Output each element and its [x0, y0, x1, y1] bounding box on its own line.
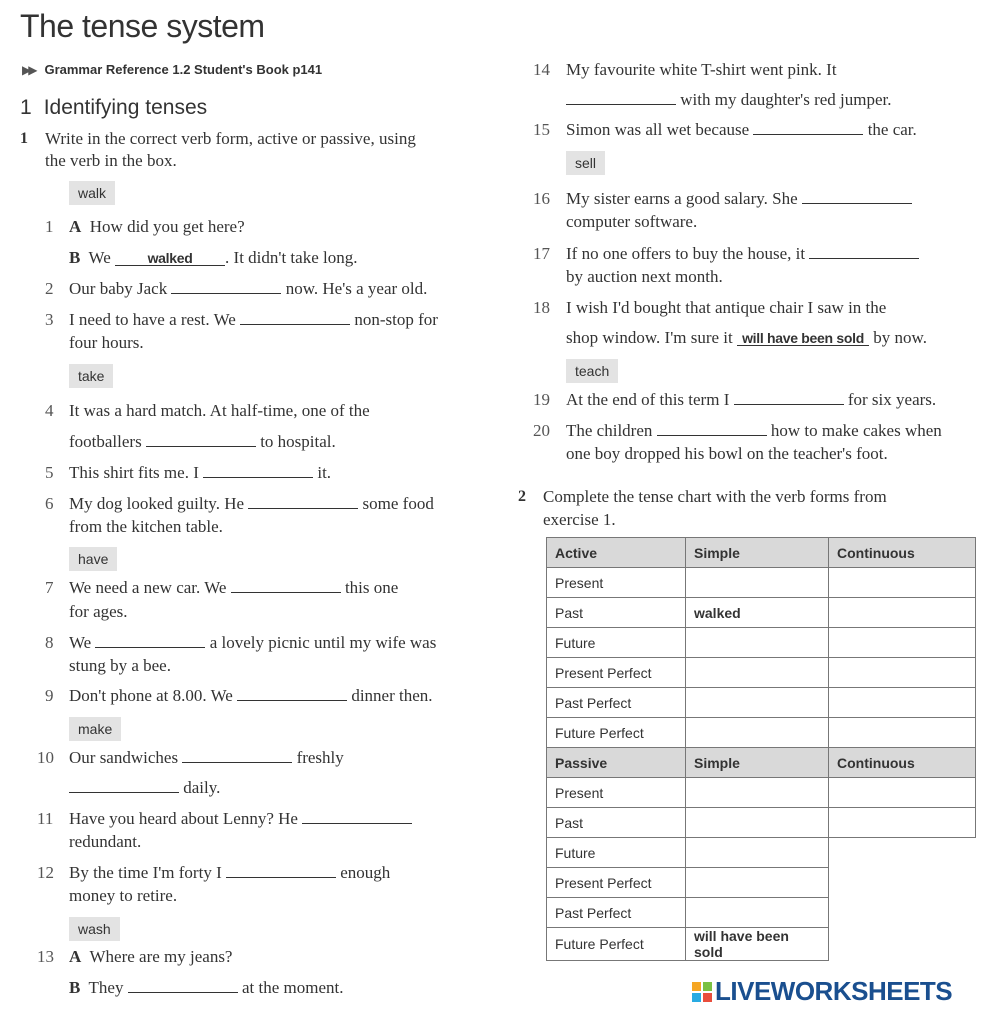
answer-field-10b[interactable]	[69, 778, 179, 793]
item-10-line-2: daily.	[69, 778, 220, 798]
item-13a: A Where are my jeans?	[69, 947, 233, 966]
item-17: If no one offers to buy the house, it	[566, 244, 919, 264]
item-16: My sister earns a good salary. She	[566, 189, 912, 209]
chart-cell[interactable]	[829, 718, 976, 748]
verb-box-make: make	[69, 717, 121, 741]
answer-field-3[interactable]	[240, 310, 350, 325]
item-11-line-2: redundant.	[69, 832, 142, 851]
table-row	[547, 778, 976, 808]
table-row	[547, 838, 976, 868]
item-number: 15	[533, 120, 550, 139]
item-16-line-2: computer software.	[566, 212, 698, 231]
chart-header-passive	[547, 748, 976, 778]
chart-cell[interactable]	[829, 628, 976, 658]
item-number: 11	[37, 809, 54, 828]
chart-cell[interactable]	[686, 628, 829, 658]
answer-field-11[interactable]	[302, 809, 412, 824]
item-11: Have you heard about Lenny? He	[69, 809, 412, 829]
table-row	[547, 568, 976, 598]
row-label: Past Perfect	[547, 898, 686, 928]
header-continuous: Continuous	[829, 748, 976, 778]
answer-field-17[interactable]	[809, 244, 919, 259]
item-number: 2	[45, 279, 54, 298]
item-17-line-2: by auction next month.	[566, 267, 723, 286]
exercise-2-instruction-2: exercise 1.	[543, 510, 616, 529]
header-passive: Passive	[547, 748, 686, 778]
table-row	[547, 598, 976, 628]
item-8: We a lovely picnic until my wife was	[69, 633, 437, 652]
header-active: Active	[547, 538, 686, 568]
item-7: We need a new car. We this one	[69, 578, 399, 597]
answer-field-19[interactable]	[734, 390, 844, 405]
item-15: Simon was all wet because the car.	[566, 120, 917, 139]
item-number: 14	[533, 60, 550, 79]
answer-field-5[interactable]	[203, 463, 313, 478]
row-label: Present Perfect	[547, 658, 686, 688]
answer-field-8[interactable]	[95, 633, 205, 648]
table-row	[547, 808, 976, 838]
item-number: 7	[45, 578, 54, 597]
item-number: 4	[45, 401, 54, 420]
item-8-line-2: stung by a bee.	[69, 656, 171, 675]
row-label: Future Perfect	[547, 718, 686, 748]
verb-box-sell: sell	[566, 151, 605, 175]
answer-field-2[interactable]	[171, 279, 281, 294]
item-5: This shirt fits me. I it.	[69, 463, 332, 482]
verb-box-teach: teach	[566, 359, 618, 383]
table-row	[547, 718, 976, 748]
answer-field-1[interactable]: walked	[115, 251, 225, 266]
item-number: 13	[37, 947, 54, 966]
item-number: 12	[37, 863, 54, 882]
item-6-line-2: from the kitchen table.	[69, 517, 223, 536]
row-label: Future	[547, 838, 686, 868]
chart-cell[interactable]	[829, 598, 976, 628]
row-label: Past	[547, 598, 686, 628]
chart-cell[interactable]	[686, 868, 829, 898]
item-2: Our baby Jack now. He's a year old.	[69, 279, 428, 298]
answer-field-15[interactable]	[753, 120, 863, 135]
grammar-reference: ▶▶ Grammar Reference 1.2 Student's Book p141	[22, 62, 323, 77]
answer-field-9[interactable]	[237, 686, 347, 701]
item-18: I wish I'd bought that antique chair I saw in the	[566, 298, 887, 317]
item-20-line-2: one boy dropped his bowl on the teacher's foot.	[566, 444, 888, 463]
item-1b: B We walked . It didn't take long.	[69, 248, 358, 267]
item-3: I need to have a rest. We non-stop for	[69, 310, 438, 329]
item-4: It was a hard match. At half-time, one of the	[69, 401, 370, 420]
item-14-line-2: with my daughter's red jumper.	[566, 90, 892, 110]
item-10: Our sandwiches freshly	[69, 748, 344, 767]
answer-field-10[interactable]	[182, 748, 292, 763]
header-simple: Simple	[686, 748, 829, 778]
chart-cell[interactable]	[829, 808, 976, 838]
chart-cell[interactable]	[829, 568, 976, 598]
row-label: Future Perfect	[547, 928, 686, 961]
item-12: By the time I'm forty I enough	[69, 863, 391, 882]
item-number: 6	[45, 494, 54, 513]
chart-cell[interactable]	[686, 778, 829, 808]
chart-cell[interactable]	[829, 778, 976, 808]
answer-field-16[interactable]	[802, 189, 912, 204]
exercise-1-instruction: Write in the correct verb form, active or passive, using	[45, 129, 416, 148]
item-20: The children how to make cakes when	[566, 421, 942, 440]
section-heading: 1 Identifying tenses	[20, 96, 208, 119]
item-7-line-2: for ages.	[69, 602, 128, 621]
row-label: Present	[547, 778, 686, 808]
row-label: Future	[547, 628, 686, 658]
item-number: 5	[45, 463, 54, 482]
item-number: 19	[533, 390, 550, 409]
liveworksheets-logo-icon	[692, 982, 712, 1002]
answer-field-13[interactable]	[128, 978, 238, 993]
chart-cell[interactable]	[686, 808, 829, 838]
chart-cell[interactable]	[829, 658, 976, 688]
table-row	[547, 928, 976, 961]
item-number: 18	[533, 298, 550, 317]
exercise-2-instruction: Complete the tense chart with the verb forms from	[543, 487, 887, 506]
item-18-line-2: shop window. I'm sure it will have been sold by now.	[566, 328, 927, 347]
item-19: At the end of this term I for six years.	[566, 390, 937, 409]
verb-box-wash: wash	[69, 917, 120, 941]
chart-cell[interactable]	[686, 658, 829, 688]
row-label: Past Perfect	[547, 688, 686, 718]
exercise-2-number: 2	[518, 488, 526, 505]
answer-field-6[interactable]	[248, 494, 358, 509]
item-9: Don't phone at 8.00. We dinner then.	[69, 686, 433, 705]
exercise-1-number: 1	[20, 130, 28, 147]
item-number: 9	[45, 686, 54, 705]
chart-cell[interactable]	[829, 688, 976, 718]
item-14: My favourite white T-shirt went pink. It	[566, 60, 837, 79]
answer-field-12[interactable]	[226, 863, 336, 878]
table-row	[547, 688, 976, 718]
item-number: 10	[37, 748, 54, 767]
chart-cell[interactable]: walked	[686, 598, 829, 628]
table-row	[547, 868, 976, 898]
item-12-line-2: money to retire.	[69, 886, 178, 905]
answer-field-20[interactable]	[657, 421, 767, 436]
header-simple: Simple	[686, 538, 829, 568]
verb-box-walk: walk	[69, 181, 115, 205]
item-number: 16	[533, 189, 550, 208]
row-label: Present	[547, 568, 686, 598]
answer-field-4[interactable]	[146, 432, 256, 447]
item-number: 20	[533, 421, 550, 440]
answer-field-18[interactable]: will have been sold	[737, 331, 869, 346]
row-label: Past	[547, 808, 686, 838]
table-row	[547, 898, 976, 928]
item-3-line-2: four hours.	[69, 333, 144, 352]
play-arrows-icon: ▶▶	[22, 63, 35, 77]
item-6: My dog looked guilty. He some food	[69, 494, 434, 513]
chart-cell[interactable]	[686, 838, 829, 868]
chart-cell[interactable]: will have been sold	[686, 928, 829, 961]
answer-field-14[interactable]	[566, 90, 676, 105]
chart-cell[interactable]	[686, 688, 829, 718]
verb-box-take: take	[69, 364, 113, 388]
item-4-line-2: footballers to hospital.	[69, 432, 336, 451]
verb-box-have: have	[69, 547, 117, 571]
table-row	[547, 658, 976, 688]
table-row	[547, 628, 976, 658]
item-number: 1	[45, 217, 54, 236]
page-title: The tense system	[20, 8, 265, 44]
exercise-1-instruction-2: the verb in the box.	[45, 151, 177, 170]
item-1a: A How did you get here?	[69, 217, 245, 236]
item-13b: B They at the moment.	[69, 978, 344, 997]
chart-cell[interactable]	[686, 718, 829, 748]
row-label: Present Perfect	[547, 868, 686, 898]
chart-header-active	[547, 538, 976, 568]
item-number: 8	[45, 633, 54, 652]
chart-cell[interactable]	[686, 568, 829, 598]
liveworksheets-logo: LIVEWORKSHEETS	[692, 976, 952, 1007]
answer-field-7[interactable]	[231, 578, 341, 593]
item-number: 3	[45, 310, 54, 329]
item-number: 17	[533, 244, 550, 263]
header-continuous: Continuous	[829, 538, 976, 568]
tense-chart	[546, 537, 976, 961]
chart-cell[interactable]	[686, 898, 829, 928]
